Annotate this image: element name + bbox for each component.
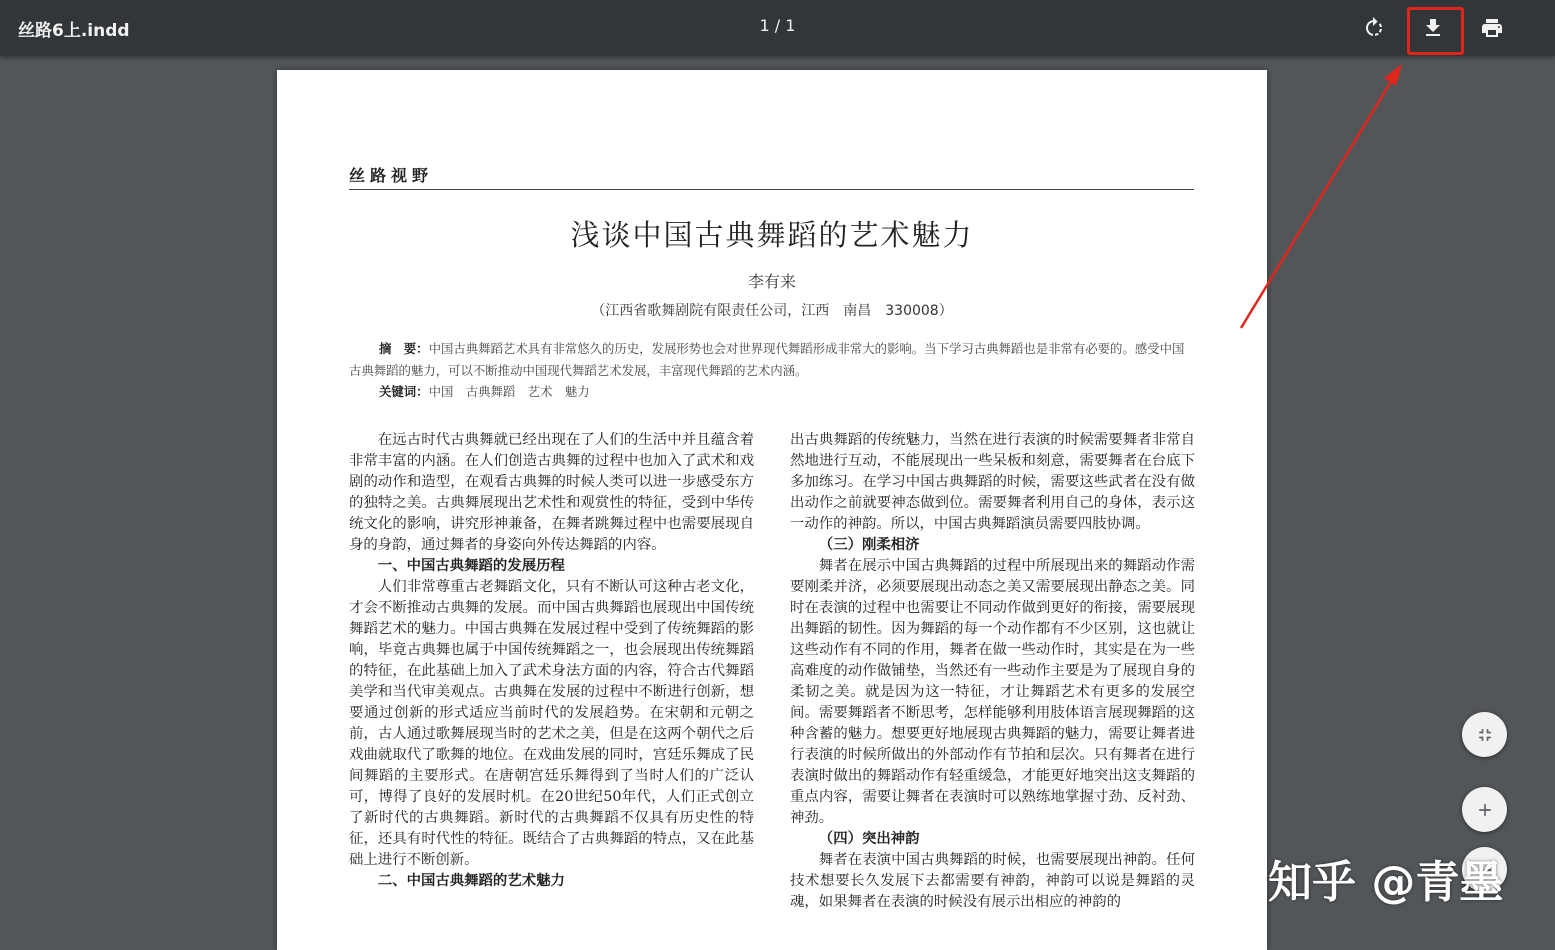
section-heading: 一、中国古典舞蹈的发展历程 — [377, 558, 565, 574]
pdf-page — [277, 70, 1267, 950]
print-icon — [1480, 16, 1504, 40]
rotate-button[interactable] — [1358, 12, 1390, 44]
keywords-label: 关键词： — [379, 384, 429, 399]
section-heading: （三）刚柔相济 — [818, 537, 920, 553]
zoom-in-button[interactable] — [1462, 787, 1507, 832]
abstract-label: 摘 要： — [379, 341, 429, 356]
article-title: 浅谈中国古典舞蹈的艺术魅力 — [570, 218, 974, 252]
rotate-icon — [1362, 16, 1386, 40]
article-affiliation: （江西省歌舞剧院有限责任公司，江西 南昌 330008） — [591, 303, 953, 319]
zoom-in-icon — [1475, 800, 1495, 820]
page-counter: 1 / 1 — [759, 16, 796, 35]
download-highlight-box — [1407, 7, 1464, 55]
print-button[interactable] — [1476, 12, 1508, 44]
abstract — [349, 338, 1194, 382]
pdf-toolbar — [0, 0, 1555, 56]
article-author: 李有来 — [747, 272, 796, 291]
keywords — [379, 381, 590, 403]
body-paragraph: 舞者在表演中国古典舞蹈的时候，也需要展现出神韵。任何技术想要长久发展下去都需要有神韵，神韵可以说是舞蹈的灵魂，如果舞者在表演的时候没有展示出相应的神韵的 — [790, 852, 1195, 910]
watermark: 知乎 @青墨 — [1268, 857, 1504, 908]
abstract-text: 中国古典舞蹈艺术具有非常悠久的历史，发展形势也会对世界现代舞蹈形成非常大的影响。当下学习古典舞蹈也是非常有必要的。感受中国古典舞蹈的魅力，可以不断推动中国现代舞蹈艺术发展，丰富现代舞蹈的艺术内涵。 — [349, 341, 1185, 378]
header-rule — [349, 189, 1194, 190]
fit-to-page-icon — [1475, 725, 1495, 745]
document-title: 丝路6上.indd — [18, 21, 130, 41]
keywords-text: 中国 古典舞蹈 艺术 魅力 — [428, 384, 590, 399]
body-paragraph: 舞者在展示中国古典舞蹈的过程中所展现出来的舞蹈动作需要刚柔并济，必须要展现出动态之美又需要展现出静态之美。同时在表演的过程中也需要让不同动作做到更好的衔接，需要展现出舞蹈的韧性。因为舞蹈的每一个动作都有不少区别，这也就让这些动作有不同的作用，舞者在做一些动作时，其实是在为一些高难度的动作做铺垫，当然还有一些动作主要是为了展现自身的柔韧之美。就是因为这一特征，才让舞蹈艺术有更多的发展空间。需要舞蹈者不断思考，怎样能够利用肢体语言展现舞蹈的这种含蓄的魅力。想要更好地展现古典舞蹈的魅力，需要让舞者进行表演的时候所做出的外部动作有节拍和层次。只有舞者在进行表演时做出的舞蹈动作有轻重缓急，才能更好地突出这支舞蹈的重点内容，需要让舞者在表演时可以熟练地掌握寸劲、反衬劲、神劲。 — [790, 558, 1195, 826]
body-paragraph: 出古典舞蹈的传统魅力，当然在进行表演的时候需要舞者非常自然地进行互动，不能展现出一些呆板和刻意，需要舞者在台底下多加练习。在学习中国古典舞蹈的时候，需要这些武者在没有做出动作之前就要神态做到位。需要舞者利用自己的身体，表示这一动作的神韵。所以，中国古典舞蹈演员需要四肢协调。 — [790, 432, 1195, 532]
section-heading: 二、中国古典舞蹈的艺术魅力 — [377, 873, 565, 889]
fit-to-page-button[interactable] — [1462, 712, 1507, 757]
left-column — [349, 430, 754, 892]
right-column — [790, 430, 1195, 913]
body-paragraph: 在远古时代古典舞就已经出现在了人们的生活中并且蕴含着非常丰富的内涵。在人们创造古典舞的过程中也加入了武术和戏剧的动作和造型，在观看古典舞的时候人类可以进一步感受东方的独特之美。古典舞展现出艺术性和观赏性的特征，受到中华传统文化的影响，讲究形神兼备，在舞者跳舞过程中也需要展现自身的身韵，通过舞者的身姿向外传达舞蹈的内容。 — [349, 432, 754, 553]
section-heading: （四）突出神韵 — [818, 831, 920, 847]
section-header: 丝路视野 — [349, 166, 434, 185]
body-paragraph: 人们非常尊重古老舞蹈文化，只有不断认可这种古老文化，才会不断推动古典舞的发展。而中国古典舞蹈也展现出中国传统舞蹈艺术的魅力。中国古典舞在发展过程中受到了传统舞蹈的影响，毕竟古典舞也属于中国传统舞蹈之一，也会展现出传统舞蹈的特征，在此基础上加入了武术身法方面的内容，符合古代舞蹈美学和当代审美观点。古典舞在发展的过程中不断进行创新，想要通过创新的形式适应当前时代的发展趋势。在宋朝和元朝之前，古人通过歌舞展现当时的艺术之美，但是在这两个朝代之后戏曲就取代了歌舞的地位。在戏曲发展的同时，宫廷乐舞成了民间舞蹈的主要形式。在唐朝宫廷乐舞得到了当时人们的广泛认可，博得了良好的发展时机。在20世纪50年代，人们正式创立了新时代的古典舞蹈。新时代的古典舞蹈不仅具有历史性的特征，还具有时代性的特征。既结合了古典舞蹈的特点，又在此基础上进行不断创新。 — [349, 579, 754, 868]
